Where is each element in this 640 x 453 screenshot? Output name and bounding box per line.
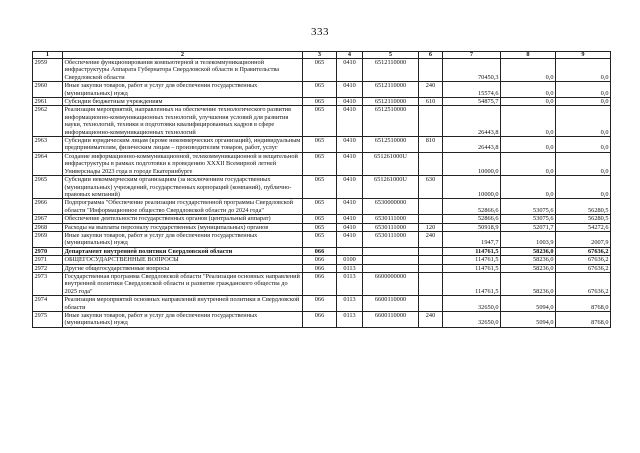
target-article-cell: 6512510000 — [363, 137, 419, 153]
section-code-cell: 0113 — [337, 312, 363, 328]
amount-col8-cell: 0,0 — [501, 82, 556, 98]
expense-type-cell — [419, 199, 443, 215]
row-number-cell: 2970 — [33, 247, 63, 255]
expense-type-cell — [419, 215, 443, 223]
row-name-cell: Реализация мероприятий основных направлений внутренней политики в Свердловской области — [63, 296, 303, 312]
row-number-cell: 2969 — [33, 231, 63, 247]
target-article-cell: 6512110000 — [363, 82, 419, 98]
table-row — [33, 247, 611, 255]
amount-col9-cell: 0,0 — [556, 82, 611, 98]
grbs-code-cell: 065 — [303, 82, 337, 98]
table-row — [33, 264, 611, 272]
amount-col7-cell: 52866,6 — [443, 199, 501, 215]
amount-col9-cell: 0,0 — [556, 152, 611, 175]
section-code-cell — [337, 247, 363, 255]
table-row — [33, 231, 611, 247]
amount-col7-cell: 26443,8 — [443, 137, 501, 153]
section-code-cell: 0410 — [337, 152, 363, 175]
expense-type-cell — [419, 247, 443, 255]
grbs-code-cell: 065 — [303, 106, 337, 137]
grbs-code-cell: 065 — [303, 215, 337, 223]
amount-col8-cell: 0,0 — [501, 152, 556, 175]
row-number-cell: 2971 — [33, 256, 63, 264]
table-row — [33, 215, 611, 223]
amount-col7-cell: 114761,5 — [443, 247, 501, 255]
page-number: 333 — [311, 26, 329, 38]
expense-type-cell — [419, 296, 443, 312]
header-cell: 7 — [443, 52, 501, 59]
target-article-cell — [363, 247, 419, 255]
grbs-code-cell: 065 — [303, 176, 337, 199]
row-number-cell: 2961 — [33, 98, 63, 106]
target-article-cell: 6600110000 — [363, 312, 419, 328]
row-number-cell: 2968 — [33, 223, 63, 231]
grbs-code-cell: 066 — [303, 296, 337, 312]
row-name-cell: Государственная программа Свердловской области "Реализация основных направлений внутренней политики Свердловской области и развитие гражданского общества до 2025 года" — [63, 272, 303, 295]
amount-col9-cell: 67636,2 — [556, 247, 611, 255]
row-name-cell: Иные закупки товаров, работ и услуг для обеспечения государственных (муниципальных) нужд — [63, 82, 303, 98]
amount-col8-cell: 1003,9 — [501, 231, 556, 247]
table-row — [33, 98, 611, 106]
row-name-cell: Создание информационно-коммуникационной, телекоммуникационной и вещательной инфраструктуры в рамках подготовки к проведению XXXII Всемирной летней Универсиады 2023 года в городе Екатеринбурге — [63, 152, 303, 175]
table-row — [33, 223, 611, 231]
row-name-cell: Обеспечение деятельности государственных органов (центральный аппарат) — [63, 215, 303, 223]
amount-col7-cell: 114761,5 — [443, 272, 501, 295]
amount-col9-cell: 0,0 — [556, 137, 611, 153]
grbs-code-cell: 065 — [303, 199, 337, 215]
grbs-code-cell: 065 — [303, 59, 337, 82]
grbs-code-cell: 066 — [303, 264, 337, 272]
amount-col9-cell: 2007,9 — [556, 231, 611, 247]
section-code-cell: 0410 — [337, 59, 363, 82]
header-cell: 3 — [303, 52, 337, 59]
grbs-code-cell: 065 — [303, 152, 337, 175]
table-row — [33, 272, 611, 295]
header-cell: 2 — [63, 52, 303, 59]
amount-col8-cell: 53075,6 — [501, 215, 556, 223]
amount-col9-cell: 0,0 — [556, 98, 611, 106]
grbs-code-cell: 065 — [303, 223, 337, 231]
row-name-cell: ОБЩЕГОСУДАРСТВЕННЫЕ ВОПРОСЫ — [63, 256, 303, 264]
expense-type-cell: 240 — [419, 231, 443, 247]
row-name-cell: Другие общегосударственные вопросы — [63, 264, 303, 272]
expense-type-cell — [419, 59, 443, 82]
target-article-cell: 6512510000 — [363, 106, 419, 137]
row-number-cell: 2974 — [33, 296, 63, 312]
header-cell: 5 — [363, 52, 419, 59]
table-row — [33, 82, 611, 98]
section-code-cell: 0410 — [337, 82, 363, 98]
amount-col7-cell: 114761,5 — [443, 256, 501, 264]
row-name-cell: Иные закупки товаров, работ и услуг для обеспечения государственных (муниципальных) нужд — [63, 231, 303, 247]
amount-col9-cell: 67636,2 — [556, 264, 611, 272]
row-number-cell: 2964 — [33, 152, 63, 175]
amount-col8-cell: 0,0 — [501, 137, 556, 153]
target-article-cell: 651261000U — [363, 152, 419, 175]
row-number-cell: 2962 — [33, 106, 63, 137]
header-cell: 4 — [337, 52, 363, 59]
expense-type-cell — [419, 264, 443, 272]
section-code-cell: 0410 — [337, 215, 363, 223]
section-code-cell: 0410 — [337, 137, 363, 153]
expense-type-cell: 810 — [419, 137, 443, 153]
amount-col9-cell: 8768,0 — [556, 312, 611, 328]
target-article-cell: 6600000000 — [363, 272, 419, 295]
grbs-code-cell: 066 — [303, 256, 337, 264]
amount-col9-cell: 67636,2 — [556, 256, 611, 264]
amount-col7-cell: 15574,6 — [443, 82, 501, 98]
expense-type-cell: 120 — [419, 223, 443, 231]
section-code-cell: 0410 — [337, 223, 363, 231]
amount-col8-cell: 58236,0 — [501, 272, 556, 295]
table-header-row — [33, 52, 611, 59]
section-code-cell: 0100 — [337, 256, 363, 264]
row-number-cell: 2965 — [33, 176, 63, 199]
expense-type-cell — [419, 272, 443, 295]
row-name-cell: Департамент внутренней политики Свердловской области — [63, 247, 303, 255]
table-row — [33, 296, 611, 312]
section-code-cell: 0113 — [337, 264, 363, 272]
section-code-cell: 0410 — [337, 98, 363, 106]
table-row — [33, 256, 611, 264]
row-number-cell: 2960 — [33, 82, 63, 98]
amount-col8-cell: 5094,0 — [501, 296, 556, 312]
amount-col8-cell: 0,0 — [501, 59, 556, 82]
amount-col7-cell: 114761,5 — [443, 264, 501, 272]
amount-col9-cell: 0,0 — [556, 176, 611, 199]
row-number-cell: 2966 — [33, 199, 63, 215]
target-article-cell: 6512110000 — [363, 59, 419, 82]
table-row — [33, 199, 611, 215]
grbs-code-cell: 065 — [303, 98, 337, 106]
grbs-code-cell: 065 — [303, 231, 337, 247]
row-name-cell: Подпрограмма "Обеспечение реализации государственной программы Свердловской области "Информационное общество Свердловской области до 2024 года" — [63, 199, 303, 215]
amount-col9-cell: 67636,2 — [556, 272, 611, 295]
amount-col7-cell: 10000,0 — [443, 176, 501, 199]
grbs-code-cell: 066 — [303, 312, 337, 328]
amount-col7-cell: 32650,0 — [443, 296, 501, 312]
row-name-cell: Реализация мероприятий, направленных на обеспечение технологического развития информационно-коммуникационных технологий, улучшения условий для развития науки, технологий, техники и подготовки квалифицированных кадров в сфере информационно-коммуникационных технологий — [63, 106, 303, 137]
amount-col7-cell: 1947,7 — [443, 231, 501, 247]
amount-col8-cell: 53075,6 — [501, 199, 556, 215]
amount-col9-cell: 54272,6 — [556, 223, 611, 231]
header-cell: 9 — [556, 52, 611, 59]
table-row — [33, 137, 611, 153]
grbs-code-cell: 066 — [303, 247, 337, 255]
table-row — [33, 59, 611, 82]
amount-col9-cell: 56280,5 — [556, 199, 611, 215]
section-code-cell: 0410 — [337, 106, 363, 137]
expense-type-cell — [419, 256, 443, 264]
amount-col8-cell: 0,0 — [501, 176, 556, 199]
section-code-cell: 0113 — [337, 296, 363, 312]
target-article-cell — [363, 264, 419, 272]
grbs-code-cell: 065 — [303, 137, 337, 153]
amount-col8-cell: 0,0 — [501, 98, 556, 106]
section-code-cell: 0410 — [337, 176, 363, 199]
expense-type-cell — [419, 106, 443, 137]
amount-col8-cell: 58236,0 — [501, 264, 556, 272]
row-name-cell: Субсидии бюджетным учреждениям — [63, 98, 303, 106]
amount-col9-cell: 56280,5 — [556, 215, 611, 223]
amount-col8-cell: 0,0 — [501, 106, 556, 137]
section-code-cell: 0113 — [337, 272, 363, 295]
amount-col9-cell: 0,0 — [556, 106, 611, 137]
expense-type-cell — [419, 152, 443, 175]
table-row — [33, 176, 611, 199]
row-number-cell: 2967 — [33, 215, 63, 223]
table-row — [33, 312, 611, 328]
section-code-cell: 0410 — [337, 199, 363, 215]
row-name-cell: Субсидии некоммерческим организациям (за исключением государственных (муниципальных) учреждений, государственных корпораций (компаний), публично-правовых компаний) — [63, 176, 303, 199]
table-row — [33, 152, 611, 175]
amount-col7-cell: 70450,3 — [443, 59, 501, 82]
amount-col8-cell: 58236,0 — [501, 247, 556, 255]
section-code-cell: 0410 — [337, 231, 363, 247]
target-article-cell — [363, 256, 419, 264]
row-number-cell: 2973 — [33, 272, 63, 295]
header-cell: 6 — [419, 52, 443, 59]
row-name-cell: Иные закупки товаров, работ и услуг для обеспечения государственных (муниципальных) нужд — [63, 312, 303, 328]
grbs-code-cell: 066 — [303, 272, 337, 295]
budget-table — [32, 51, 611, 328]
amount-col7-cell: 54875,7 — [443, 98, 501, 106]
amount-col7-cell: 52866,6 — [443, 215, 501, 223]
row-number-cell: 2963 — [33, 137, 63, 153]
header-cell: 1 — [33, 52, 63, 59]
amount-col8-cell: 5094,0 — [501, 312, 556, 328]
expense-type-cell: 240 — [419, 312, 443, 328]
amount-col9-cell: 0,0 — [556, 59, 611, 82]
amount-col7-cell: 50918,9 — [443, 223, 501, 231]
amount-col7-cell: 32650,0 — [443, 312, 501, 328]
target-article-cell: 6530111000 — [363, 223, 419, 231]
row-number-cell: 2975 — [33, 312, 63, 328]
amount-col7-cell: 26443,8 — [443, 106, 501, 137]
row-name-cell: Субсидии юридическим лицам (кроме некоммерческих организаций), индивидуальным предпринимателям, физическим лицам – производителям товаров, работ, услуг — [63, 137, 303, 153]
row-number-cell: 2972 — [33, 264, 63, 272]
header-cell: 8 — [501, 52, 556, 59]
target-article-cell: 651261000U — [363, 176, 419, 199]
target-article-cell: 6530000000 — [363, 199, 419, 215]
row-number-cell: 2959 — [33, 59, 63, 82]
target-article-cell: 6512110000 — [363, 98, 419, 106]
amount-col9-cell: 8768,0 — [556, 296, 611, 312]
target-article-cell: 6600110000 — [363, 296, 419, 312]
amount-col7-cell: 10000,0 — [443, 152, 501, 175]
amount-col8-cell: 58236,0 — [501, 256, 556, 264]
row-name-cell: Обеспечение функционирования компьютерной и телекоммуникационной инфраструктуры Аппарата Губернатора Свердловской области и Правительства Свердловской области — [63, 59, 303, 82]
expense-type-cell: 240 — [419, 82, 443, 98]
expense-type-cell: 610 — [419, 98, 443, 106]
target-article-cell: 6530111000 — [363, 215, 419, 223]
expense-type-cell: 630 — [419, 176, 443, 199]
row-name-cell: Расходы на выплаты персоналу государственных (муниципальных) органов — [63, 223, 303, 231]
table-row — [33, 106, 611, 137]
amount-col8-cell: 52071,7 — [501, 223, 556, 231]
target-article-cell: 6530111000 — [363, 231, 419, 247]
